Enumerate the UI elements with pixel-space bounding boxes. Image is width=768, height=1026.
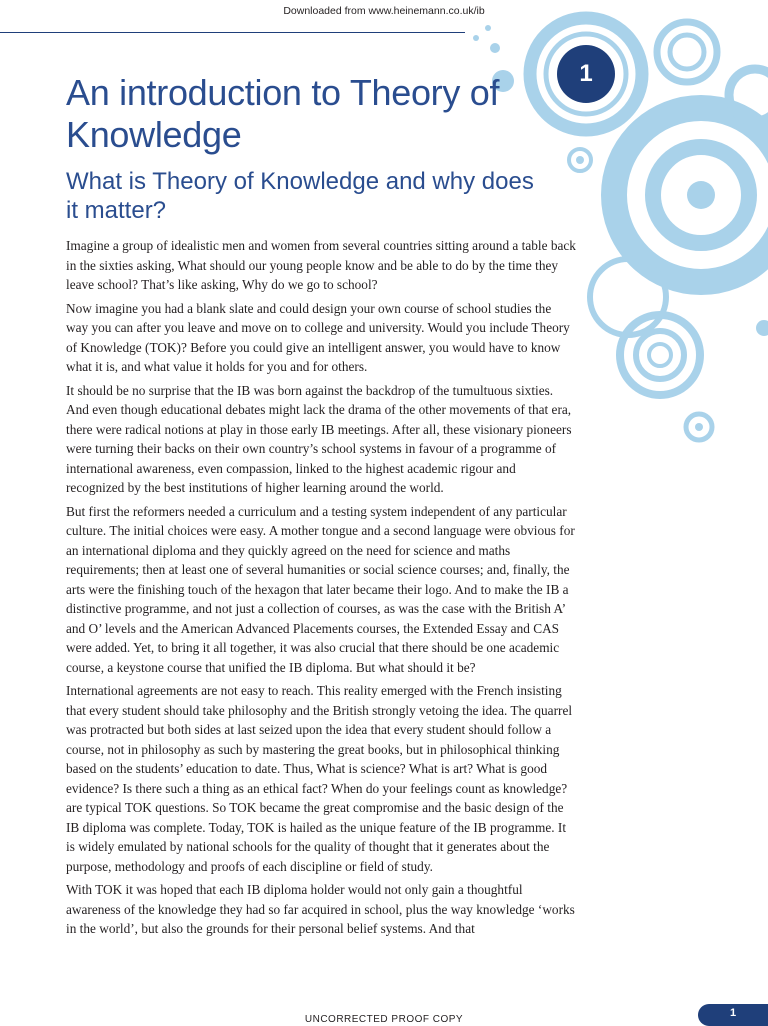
paragraph: But first the reformers needed a curriculum and a testing system independent of any particular culture. The initial choices were easy. A mother tongue and a second language were obvious for an international diploma and they quickly agreed on the need for science and maths requirements; then at least one of several humanities or social science courses; and, finally, the arts were the finishing touch of the hexagon that later became their logo. And to make the IB a distinctive programme, and not just a collection of courses, as was the case with the British A’ and O’ levels and the American Advanced Placements courses, the Extended Essay and CAS were added. Yet, to bring it all together, it was also crucial that there should be one academic course, a keystone course that unified the IB diploma. But what should it be? [66,503,575,675]
download-note: Downloaded from www.heinemann.co.uk/ib [283,5,485,17]
body-text [66,236,576,943]
chapter-number-badge: 1 [557,45,615,103]
page-number: 1 [729,1007,737,1019]
proof-note: UNCORRECTED PROOF COPY [304,1014,464,1025]
paragraph: Imagine a group of idealistic men and women from several countries sitting around a table back in the sixties asking, What should our young people know and be able to do by the time they leave school? That’s like asking, Why do we go to school? [66,238,576,292]
page-title: An introduction to Theory of Knowledge [66,72,500,155]
paragraph: It should be no surprise that the IB was born against the backdrop of the tumultuous sixties. And even though educational debates might lack the drama of the other movements of that era, there were radical notions at play in those early IB meetings. After all, these visionary pioneers were turning their backs on their own country’s school systems in favour of a programme of international awareness, even compassion, linked to the highest academic rigour and recognized by the best institutions of higher learning around the world. [66,382,572,495]
paragraph: International agreements are not easy to reach. This reality emerged with the French insisting that every student should take philosophy and the British strongly vetoing the idea. The quarrel was protracted but both sides at last seized upon the idea that every student should follow a course, not in philosophy as such by mastering the great books, but in philosophical thinking based on the students’ education to date. Thus, What is science? What is art? What is good evidence? Is there such a thing as an ethical fact? When do your feelings count as knowledge? are typical TOK questions. So TOK became the great compromise and the basic design of the IB diploma was complete. Today, TOK is hailed as the unique feature of the IB programme. It is widely emulated by national schools for the quality of thought that it generates about the purpose, methodology and proofs of each discipline or field of study. [66,683,573,874]
paragraph: With TOK it was hoped that each IB diploma holder would not only gain a thoughtful awareness of the knowledge they had so far acquired in school, plus the way knowledge ‘works in the world’, but also the grounds for their personal belief systems. And that [66,882,575,936]
section-heading: What is Theory of Knowledge and why does it matter? [66,168,534,224]
paragraph: Now imagine you had a blank slate and could design your own course of school studies the way you can after you leave and move on to college and university. Would you include Theory of Knowledge (TOK)? Before you could give an intelligent answer, you would have to know what it is, and what value it holds for you and for others. [66,300,570,374]
